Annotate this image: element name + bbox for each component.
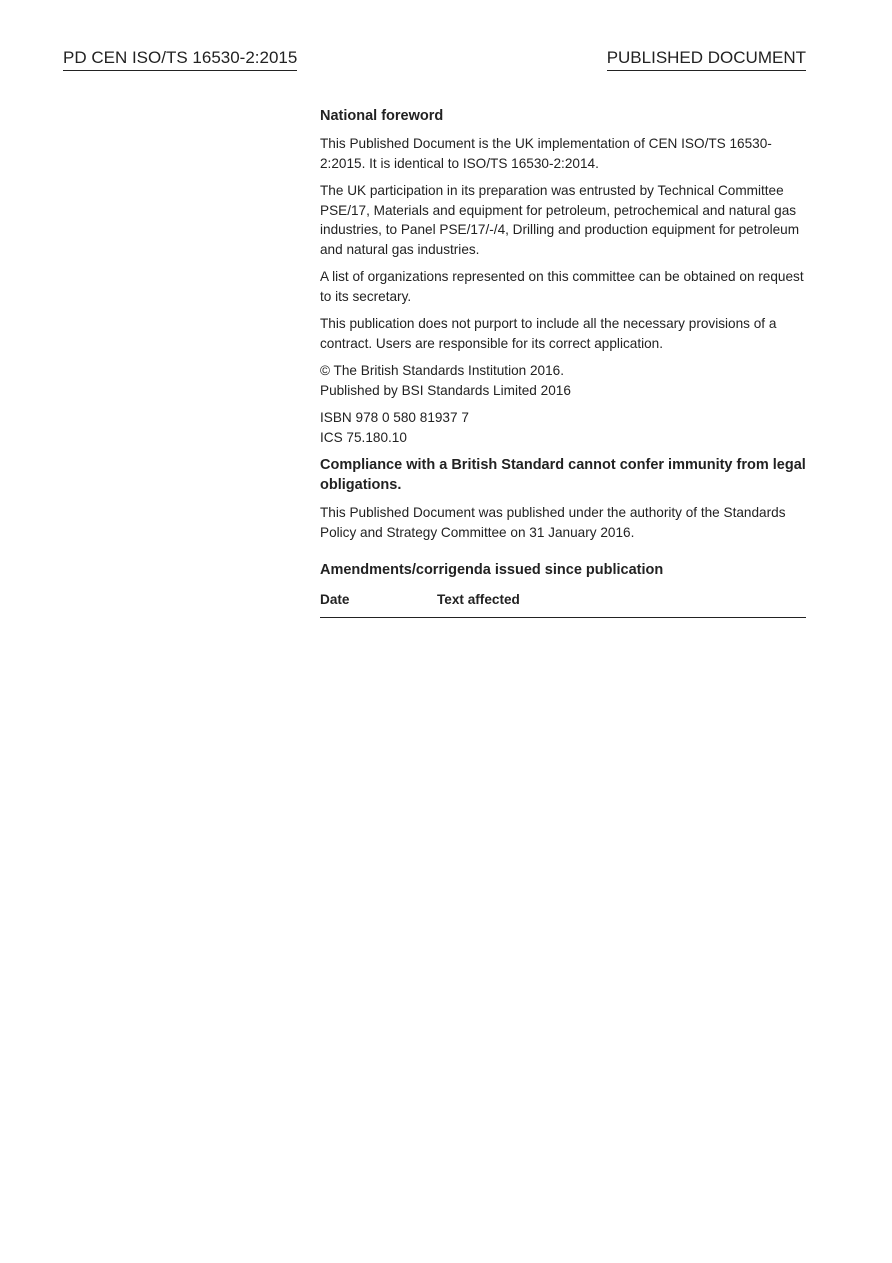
compliance-statement: Compliance with a British Standard cannot confer immunity from legal obligations. (320, 457, 806, 493)
document-number: PD CEN ISO/TS 16530-2:2015 (63, 47, 297, 71)
authority-statement: This Published Document was published under the authority of the Standards Policy and Strategy Committee on 31 January 2016. (320, 505, 786, 540)
isbn: ISBN 978 0 580 81937 7 (320, 410, 469, 425)
ics-code: ICS 75.180.10 (320, 429, 407, 445)
foreword-paragraph-provisions: This publication does not purport to include all the necessary provisions of a contract. Users are responsible for its correct application. (320, 316, 777, 351)
identifiers-block (320, 408, 806, 447)
copyright-line: © The British Standards Institution 2016. (320, 363, 565, 378)
copyright-block (320, 361, 806, 400)
document-type: PUBLISHED DOCUMENT (607, 47, 806, 71)
foreword-paragraph-participation: The UK participation in its preparation was entrusted by Technical Committee PSE/17, Materials and equipment for petroleum, petrochemical and natural gas industries, to Panel PSE/17/-/4, Drilling and production equipment for petroleum and natural gas industries. (320, 183, 800, 257)
publisher-line: Published by BSI Standards Limited 2016 (320, 382, 571, 398)
amendments-column-text-affected: Text affected (437, 592, 520, 607)
national-foreword (320, 106, 806, 618)
amendments-column-date: Date (320, 592, 350, 607)
amendments-table (320, 590, 806, 618)
foreword-paragraph-organizations: A list of organizations represented on this committee can be obtained on request to its secretary. (320, 269, 804, 304)
amendments-title: Amendments/corrigenda issued since publication (320, 562, 664, 578)
foreword-paragraph-implementation: This Published Document is the UK implementation of CEN ISO/TS 16530-2:2015. It is identical to ISO/TS 16530-2:2014. (320, 136, 772, 171)
foreword-title: National foreword (320, 108, 444, 124)
